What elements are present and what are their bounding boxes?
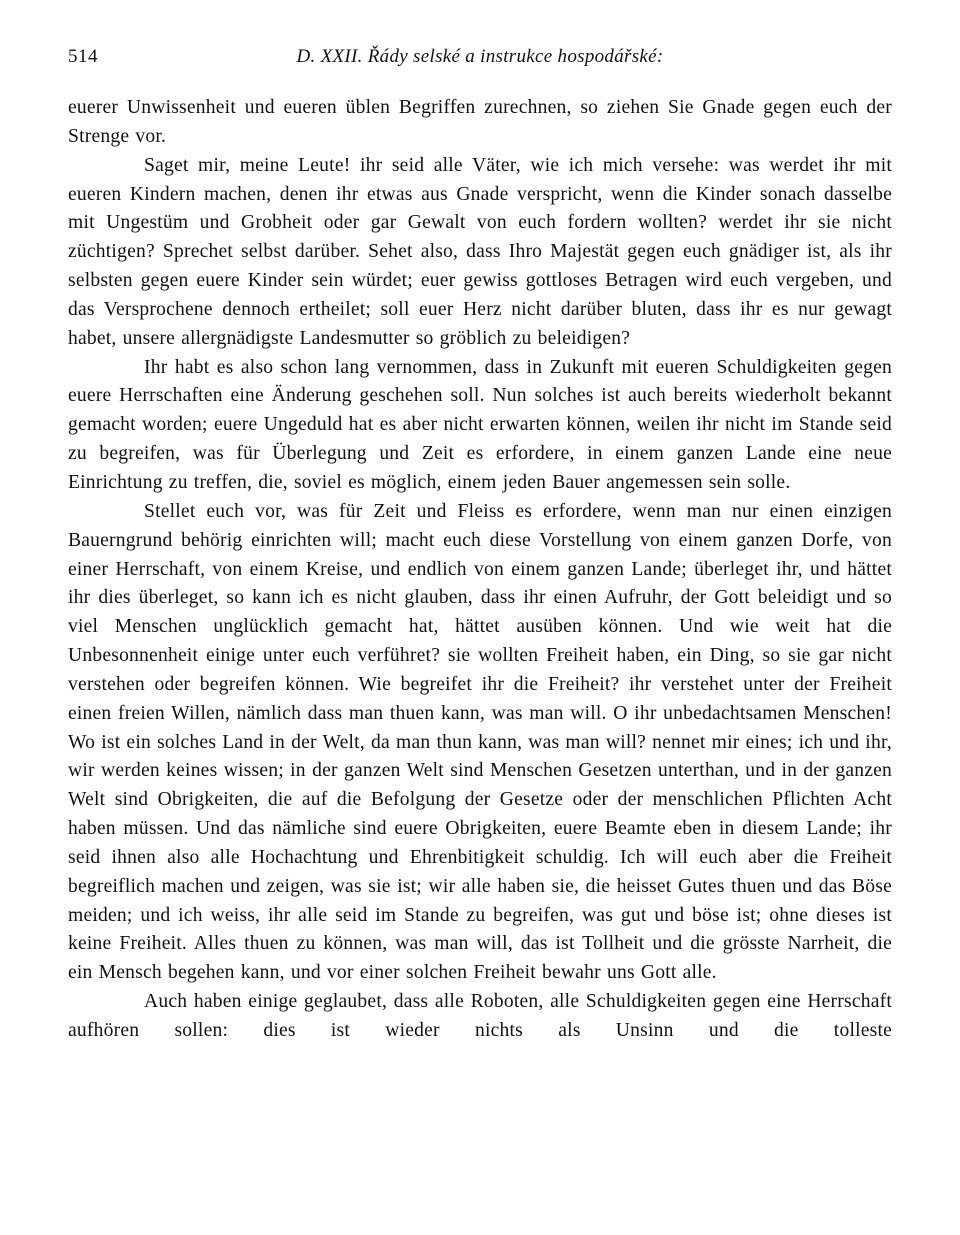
paragraph: euerer Unwissenheit und eueren üblen Begriffen zurechnen, so ziehen Sie Gnade gegen euch der Strenge vor. [68, 97, 892, 147]
running-title: D. XXII. Řády selské a instrukce hospodářské: [296, 46, 664, 67]
paragraph: Auch haben einige geglaubet, dass alle Roboten, alle Schuldigkeiten gegen eine Herrschaft aufhören sollen: dies ist wieder nichts als Unsinn und die tolleste [68, 991, 892, 1041]
paragraph: Stellet euch vor, was für Zeit und Fleiss es erfordere, wenn man nur einen einzigen Bauerngrund behörig einrichten will; macht euch diese Vorstellung von einem ganzen Dorfe, von einer Herrschaft, von einem Kreise, und endlich von einem ganzen Lande; überleget ihr, und hättet ihr dies überleget, so kann ich es nicht glauben, dass ihr einen Aufruhr, der Gott beleidigt und so viel Menschen unglücklich gemacht hat, hättet ausüben können. Und wie weit hat die Unbesonnenheit einige unter euch verführet? sie wollten Freiheit haben, ein Ding, so sie gar nicht verstehen oder begreifen können. Wie begreifet ihr die Freiheit? ihr verstehet unter der Freiheit einen freien Willen, nämlich dass man thuen kann, was man will. O ihr unbedachtsamen Menschen! Wo ist ein solches Land in der Welt, da man thun kann, was man will? nennet mir eines; ich und ihr, wir werden keines wissen; in der ganzen Welt sind Menschen Gesetzen unterthan, und in der ganzen Welt sind Obrigkeiten, die auf die Befolgung der Gesetze oder der menschlichen Pflichten Acht haben müssen. Und das nämliche sind euere Obrigkeiten, euere Beamte eben in diesem Lande; ihr seid ihnen also alle Hochachtung und Ehrenbitigkeit schuldig. Ich will euch aber die Freiheit begreiflich machen und zeigen, was sie ist; wir alle haben sie, die heisset Gutes thuen und das Böse meiden; und ich weiss, ihr alle seid im Stande zu begreifen, was gut und böse ist; ohne dieses ist keine Freiheit. Alles thuen zu können, was man will, das ist Tollheit und die grösste Narrheit, die ein Mensch begehen kann, und vor einer solchen Freiheit bewahr uns Gott alle. [68, 500, 892, 984]
paragraph: Saget mir, meine Leute! ihr seid alle Väter, wie ich mich versehe: was werdet ihr mit eueren Kindern machen, denen ihr etwas aus Gnade verspricht, wenn die Kinder sonach dasselbe mit Ungestüm und Grobheit oder gar Gewalt von euch fordern wollten? werdet ihr sie nicht züchtigen? Sprechet selbst darüber. Sehet also, dass Ihro Majestät gegen euch gnädiger ist, als ihr selbsten gegen euere Kinder sein würdet; euer gewiss gottloses Betragen wird euch vergeben, und das Versprochene dennoch ertheilet; soll euer Herz nicht darüber bluten, dass ihr es nur gewagt habet, unsere allergnädigste Landesmutter so gröblich zu beleidigen? [68, 154, 892, 349]
running-header [68, 40, 892, 76]
page-number: 514 [68, 46, 98, 67]
body-text [68, 94, 892, 1046]
paragraph: Ihr habt es also schon lang vernommen, dass in Zukunft mit eueren Schuldigkeiten gegen euere Herrschaften eine Änderung geschehen soll. Nun solches ist auch bereits wiederholt bekannt gemacht worden; euere Ungeduld hat es aber nicht erwarten können, weilen ihr nicht im Stande seid zu begreifen, was für Überlegung und Zeit es erfordere, in einem ganzen Lande eine neue Einrichtung zu treffen, die, soviel es möglich, einem jeden Bauer angemessen sein solle. [68, 356, 892, 493]
document-page [68, 40, 892, 1046]
